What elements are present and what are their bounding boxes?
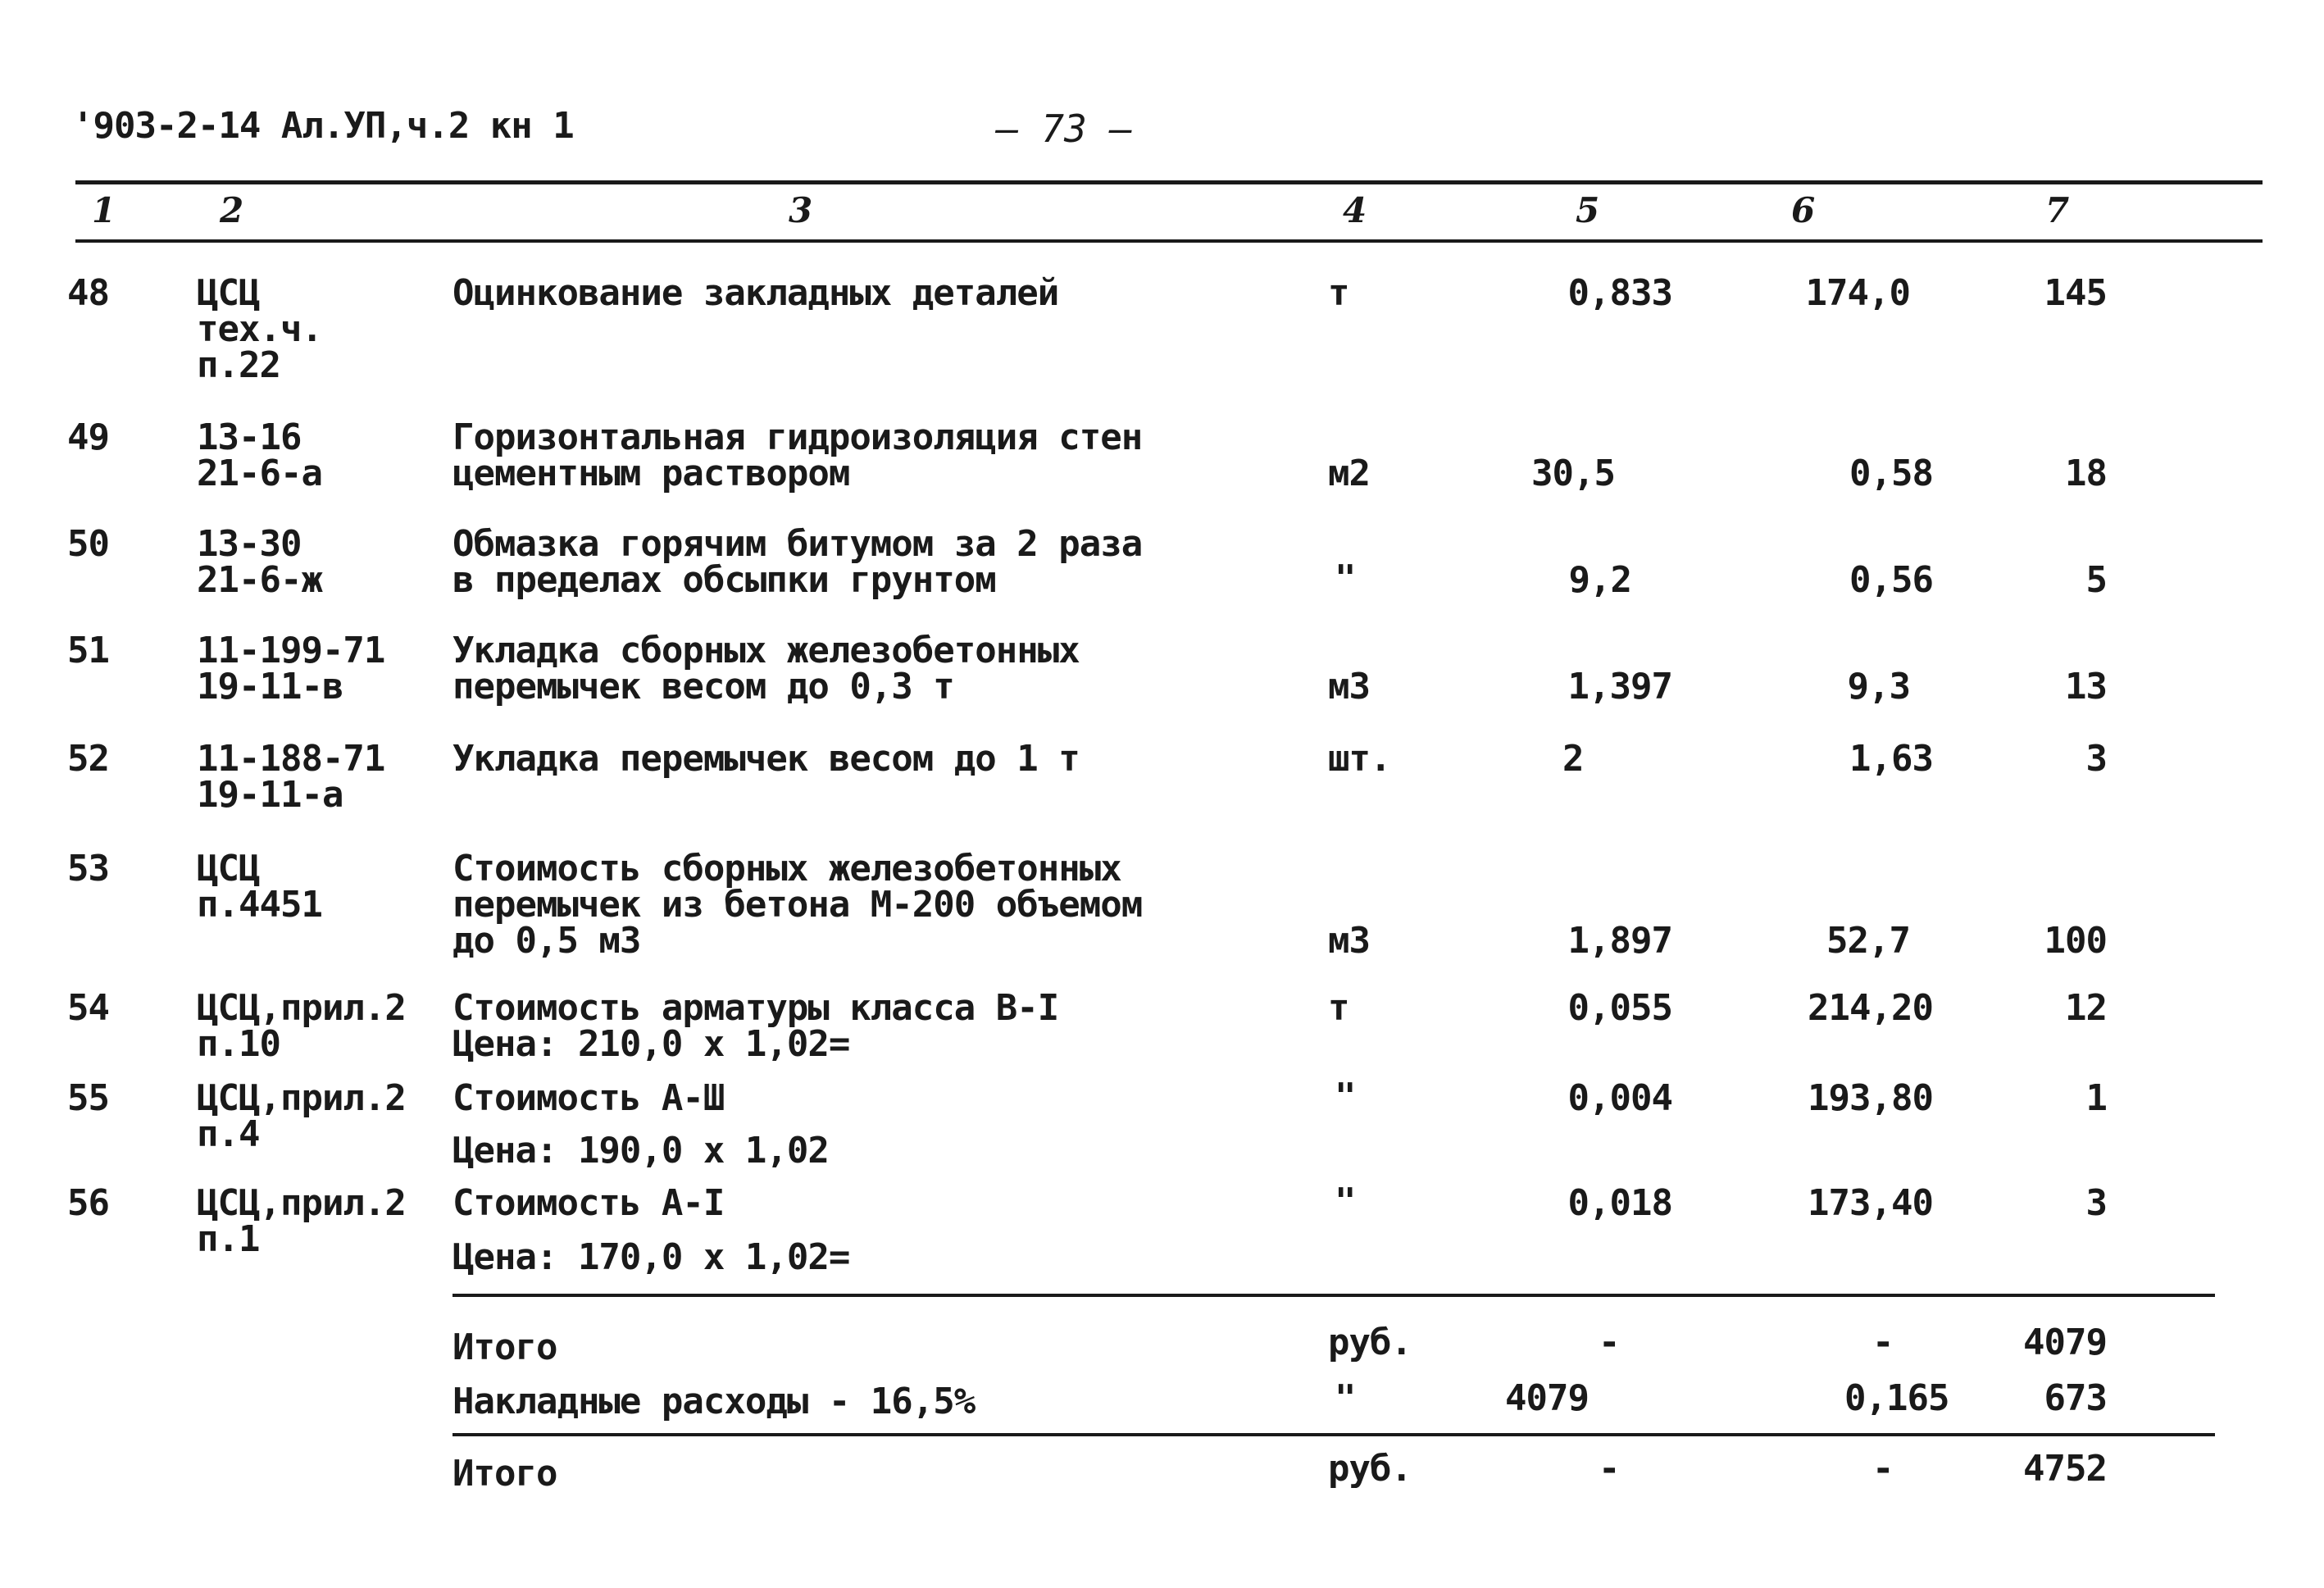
- summary-price: -: [1872, 1322, 1894, 1363]
- row-description: Стоимость А-I: [453, 1182, 725, 1224]
- grand-total-value: 4752: [2023, 1448, 2107, 1490]
- row-quantity: 9,2: [1568, 559, 1631, 601]
- column-header-2: 2: [220, 190, 244, 230]
- row-quantity: 0,004: [1567, 1077, 1672, 1119]
- row-number: 49: [67, 416, 109, 458]
- row-unit: т: [1328, 272, 1349, 314]
- document-code: '903-2-14 Ал.УП,ч.2 кн 1: [72, 105, 574, 147]
- row-price-note: Цена: 190,0 х 1,02: [453, 1130, 829, 1172]
- column-header-5: 5: [1576, 190, 1600, 230]
- grand-total-unit: руб.: [1328, 1448, 1412, 1490]
- row-quantity: 0,055: [1567, 987, 1672, 1029]
- row-number: 53: [67, 848, 109, 890]
- row-total: 13: [2065, 666, 2107, 708]
- row-total: 3: [2085, 738, 2107, 780]
- row-code: 11-199-71 19-11-в: [197, 630, 385, 708]
- row-total: 18: [2065, 453, 2107, 494]
- row-unit: м2: [1328, 453, 1370, 494]
- summary-quantity: -: [1599, 1322, 1620, 1363]
- row-number: 54: [67, 987, 109, 1029]
- row-total: 12: [2065, 987, 2107, 1029]
- row-code: ЦСЦ тех.ч. п.22: [197, 272, 322, 386]
- row-unit-price: 9,3: [1847, 666, 1910, 708]
- row-unit-price: 1,63: [1849, 738, 1933, 780]
- grand-total-rule: [453, 1433, 2215, 1436]
- row-code: ЦСЦ п.4451: [197, 848, 322, 926]
- row-price-note: Цена: 170,0 х 1,02=: [453, 1236, 850, 1278]
- row-code: 13-30 21-6-ж: [197, 523, 322, 601]
- summary-label: Накладные расходы - 16,5%: [453, 1381, 976, 1422]
- row-number: 51: [67, 630, 109, 671]
- row-unit: ": [1335, 1181, 1356, 1222]
- summary-total: 4079: [2023, 1322, 2107, 1363]
- row-code: ЦСЦ,прил.2 п.1: [197, 1182, 406, 1260]
- row-unit-price: 193,80: [1808, 1077, 1933, 1119]
- row-unit: ": [1335, 557, 1356, 599]
- row-unit-price: 0,56: [1849, 559, 1933, 601]
- page-number: — 73 —: [996, 107, 1133, 151]
- summary-unit: руб.: [1328, 1322, 1412, 1363]
- row-total: 5: [2085, 559, 2107, 601]
- header-bottom-rule: [75, 239, 2263, 243]
- row-number: 50: [67, 523, 109, 565]
- row-unit: ": [1335, 1076, 1356, 1117]
- row-quantity: 30,5: [1531, 453, 1615, 494]
- row-number: 56: [67, 1182, 109, 1224]
- row-unit-price: 173,40: [1808, 1182, 1933, 1224]
- row-description: Оцинкование закладных деталей: [453, 272, 1059, 314]
- row-unit-price: 52,7: [1826, 920, 1910, 962]
- row-code: 13-16 21-6-а: [197, 416, 322, 494]
- row-total: 145: [2044, 272, 2107, 314]
- row-number: 55: [67, 1077, 109, 1119]
- row-total: 100: [2044, 920, 2107, 962]
- row-description: Горизонтальная гидроизоляция стен цементным раствором: [453, 416, 1143, 494]
- row-quantity: 1,397: [1567, 666, 1672, 708]
- column-header-1: 1: [92, 190, 116, 230]
- row-total: 3: [2085, 1182, 2107, 1224]
- summary-rule: [453, 1294, 2215, 1297]
- column-header-7: 7: [2045, 190, 2070, 230]
- row-description: Укладка сборных железобетонных перемычек весом до 0,3 т: [453, 630, 1080, 708]
- grand-total-label: Итого: [453, 1453, 557, 1495]
- row-quantity: 0,018: [1567, 1182, 1672, 1224]
- row-unit-price: 174,0: [1805, 272, 1910, 314]
- summary-price: 0,165: [1844, 1377, 1949, 1419]
- grand-total-quantity: -: [1599, 1448, 1620, 1490]
- row-description: Стоимость А-Ш: [453, 1077, 725, 1119]
- top-rule: [75, 180, 2263, 184]
- summary-unit: ": [1335, 1377, 1356, 1419]
- row-code: ЦСЦ,прил.2 п.10: [197, 987, 406, 1065]
- column-header-6: 6: [1791, 190, 1816, 230]
- row-number: 52: [67, 738, 109, 780]
- row-quantity: 1,897: [1567, 920, 1672, 962]
- row-description: Стоимость арматуры класса В-I Цена: 210,0 х 1,02=: [453, 987, 1059, 1065]
- row-description: Укладка перемычек весом до 1 т: [453, 738, 1080, 780]
- row-total: 1: [2085, 1077, 2107, 1119]
- summary-total: 673: [2044, 1377, 2107, 1419]
- row-unit: шт.: [1328, 738, 1391, 780]
- row-description: Обмазка горячим битумом за 2 раза в пределах обсыпки грунтом: [453, 523, 1143, 601]
- row-quantity: 0,833: [1567, 272, 1672, 314]
- row-code: 11-188-71 19-11-а: [197, 738, 385, 816]
- column-header-4: 4: [1343, 190, 1367, 230]
- summary-quantity: 4079: [1505, 1377, 1589, 1419]
- summary-label: Итого: [453, 1326, 557, 1368]
- row-quantity: 2: [1562, 738, 1584, 780]
- row-unit-price: 0,58: [1849, 453, 1933, 494]
- row-number: 48: [67, 272, 109, 314]
- row-unit: т: [1328, 987, 1349, 1029]
- row-unit-price: 214,20: [1808, 987, 1933, 1029]
- row-description: Стоимость сборных железобетонных перемычек из бетона М-200 объемом до 0,5 м3: [453, 848, 1143, 962]
- row-unit: м3: [1328, 666, 1370, 708]
- row-unit: м3: [1328, 920, 1370, 962]
- row-code: ЦСЦ,прил.2 п.4: [197, 1077, 406, 1155]
- grand-total-price: -: [1872, 1448, 1894, 1490]
- column-header-3: 3: [789, 190, 813, 230]
